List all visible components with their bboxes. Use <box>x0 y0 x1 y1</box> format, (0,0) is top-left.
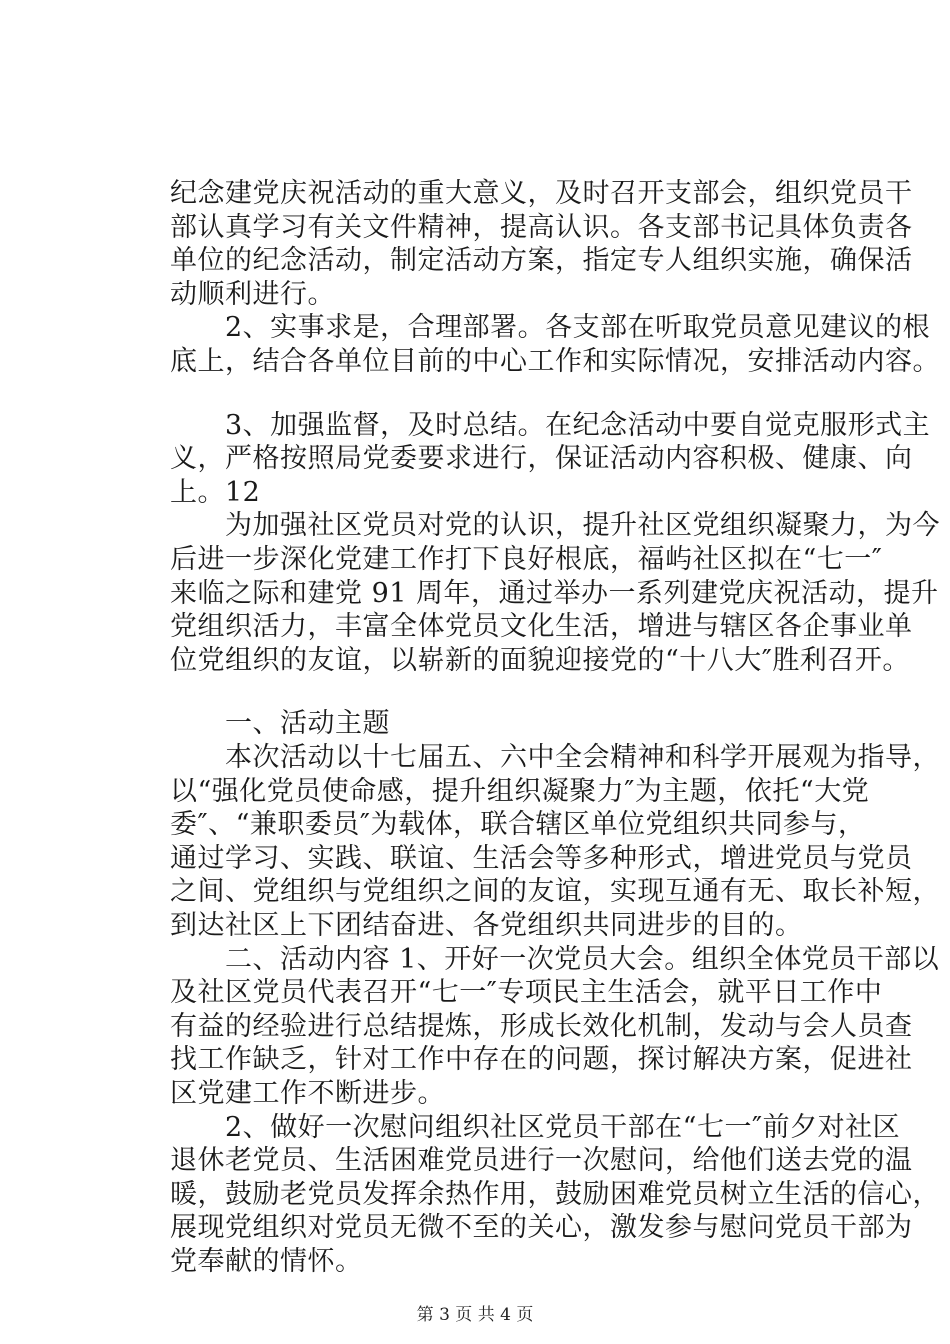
body-text-line: 及社区党员代表召开“七一″专项民主生活会，就平日工作中 <box>170 977 883 1009</box>
body-text-line: 通过学习、实践、联谊、生活会等多种形式，增进党员与党员 <box>170 842 913 874</box>
body-text-line: 以“强化党员使命感，提升组织凝聚力″为主题，依托“大党 <box>170 775 870 807</box>
body-text-line: 为加强社区党员对党的认识，提升社区党组织凝聚力，为今 <box>170 510 940 542</box>
body-text-line: 底上，结合各单位目前的中心工作和实际情况，安排活动内容。 <box>170 346 940 377</box>
body-text-line: 党组织活力，丰富全体党员文化生活，增进与辖区各企事业单 <box>170 611 913 643</box>
body-text-line: 本次活动以十七届五、六中全会精神和科学开展观为指导， <box>170 742 940 773</box>
body-text-line: 上。12 <box>170 476 261 508</box>
body-text-line: 到达社区上下团结奋进、各党组织共同进步的目的。 <box>170 910 803 941</box>
body-text-line: 有益的经验进行总结提炼，形成长效化机制，发动与会人员查 <box>170 1010 913 1042</box>
section-heading: 一、活动主题 <box>170 708 390 740</box>
body-text-line: 3、加强监督，及时总结。在纪念活动中要自觉克服形式主 <box>170 409 931 441</box>
page-indicator: 第 3 页 共 4 页 <box>416 1305 534 1325</box>
body-text-line: 暖，鼓励老党员发挥余热作用，鼓励困难党员树立生活的信心， <box>170 1178 940 1210</box>
body-text-line: 党奉献的情怀。 <box>170 1246 363 1277</box>
body-text-line: 委″、“兼职委员″为载体，联合辖区单位党组织共同参与， <box>170 809 866 841</box>
body-text-line: 部认真学习有关文件精神，提高认识。各支部书记具体负责各 <box>170 211 913 243</box>
body-text-line: 义，严格按照局党委要求进行，保证活动内容积极、健康、向 <box>170 443 913 475</box>
body-text-line: 区党建工作不断进步。 <box>170 1078 445 1109</box>
body-text-line: 2、实事求是，合理部署。各支部在听取党员意见建议的根 <box>170 312 931 344</box>
body-text-line: 位党组织的友谊，以崭新的面貌迎接党的“十八大″胜利召开。 <box>170 644 910 676</box>
body-text-line: 二、活动内容 1、开好一次党员大会。组织全体党员干部以 <box>170 943 940 975</box>
body-text-line: 后进一步深化党建工作打下良好根底，福屿社区拟在“七一″ <box>170 544 883 575</box>
body-text-line: 找工作缺乏，针对工作中存在的问题，探讨解决方案，促进社 <box>170 1044 913 1076</box>
body-text-line: 来临之际和建党 91 周年，通过举办一系列建党庆祝活动，提升 <box>170 577 939 609</box>
body-text-line: 纪念建党庆祝活动的重大意义，及时召开支部会，组织党员干 <box>170 178 913 209</box>
body-text-line: 退休老党员、生活困难党员进行一次慰问，给他们送去党的温 <box>170 1145 913 1177</box>
body-text-line: 动顺利进行。 <box>170 278 335 310</box>
body-text-line: 单位的纪念活动，制定活动方案，指定专人组织实施，确保活 <box>170 245 913 277</box>
body-text-line: 2、做好一次慰问组织社区党员干部在“七一″前夕对社区 <box>170 1111 901 1143</box>
body-text-line: 展现党组织对党员无微不至的关心，激发参与慰问党员干部为 <box>170 1212 913 1244</box>
body-text-line: 之间、党组织与党组织之间的友谊，实现互通有无、取长补短， <box>170 876 940 908</box>
